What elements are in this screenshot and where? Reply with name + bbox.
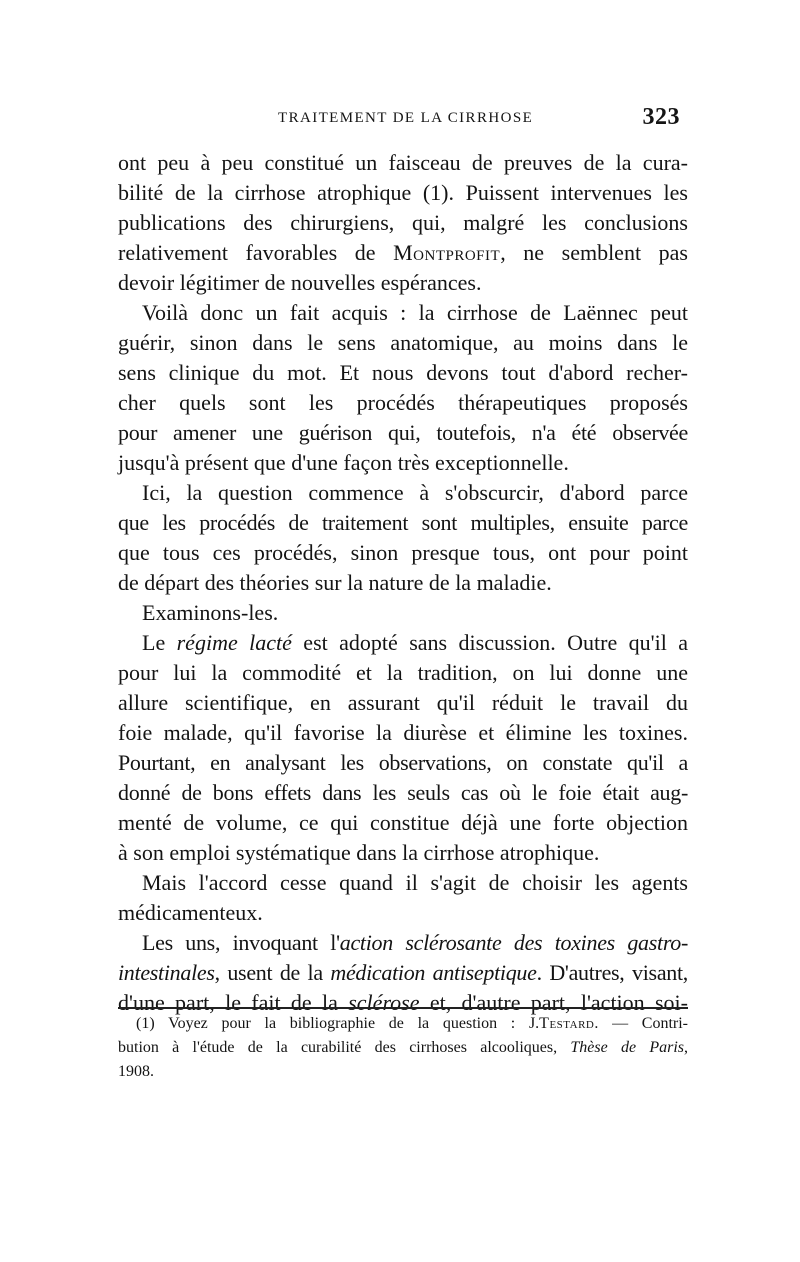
running-head [120,104,680,134]
text-line: bilité de la cirrhose atrophique (1). Puissent intervenues les [118,180,688,205]
text-line: à son emploi systématique dans la cirrhose atrophique. [118,840,600,865]
text-line: de départ des théories sur la nature de la maladie. [118,570,552,595]
footnote [118,1012,688,1084]
text-line: guérir, sinon dans le sens anatomique, au moins dans le [118,330,688,355]
text-line: médicamenteux. [118,900,263,925]
emphasis-text: régime lacté [176,630,292,655]
text-run: . D'autres, visant, [536,960,688,985]
text-line: Mais l'accord cesse quand il s'agit de choisir les agents [142,870,688,895]
text-line: allure scientifique, en assurant qu'il réduit le travail du [118,690,688,715]
page-number: 323 [642,104,680,130]
footnote-rule [118,1007,688,1009]
text-run: , [684,1039,689,1056]
text-line: Ici, la question commence à s'obscurcir, d'abord parce [142,480,688,505]
text-run: d'une part, le fait de la [118,990,349,1015]
text-run: est adopté sans discussion. Outre qu'il a [291,630,688,655]
footnote-line [118,1012,688,1036]
text-run: (1) Voyez pour la bibliographie de la question : J. [136,1015,540,1032]
text-run: bution à l'étude de la curabilité des cirrhoses alcooliques, [118,1039,571,1056]
emphasis-text: sclérose [348,990,420,1015]
text-line: foie malade, qu'il favorise la diurèse et élimine les toxines. [118,720,688,745]
text-line [118,628,688,658]
emphasis-text: médication antiseptique [330,960,537,985]
text-line: jusqu'à présent que d'une façon très exceptionnelle. [118,450,569,475]
text-line: Voilà donc un fait acquis : la cirrhose de Laënnec peut [142,300,688,325]
text-line [118,928,688,958]
text-line: ont peu à peu constitué un faisceau de preuves de la cura- [118,150,688,175]
text-run: , ne semblent pas [500,240,688,265]
text-line: publications des chirurgiens, qui, malgré les conclusions [118,210,688,235]
running-title: TRAITEMENT DE LA CIRRHOSE [278,110,534,126]
text-line: pour lui la commodité et la tradition, on lui donne une [118,660,688,685]
text-line: menté de volume, ce qui constitue déjà une forte objection [118,810,688,835]
emphasis-text: action sclérosante des toxines gastro- [339,930,688,955]
text-line: donné de bons effets dans les seuls cas où le foie était aug- [118,780,688,805]
body-text [118,148,688,1018]
text-run: Le [142,630,177,655]
text-line: que tous ces procédés, sinon presque tous, ont pour point [118,540,688,565]
text-run: Les uns, invoquant l' [142,930,340,955]
footnote-line [118,1036,688,1060]
text-line: sens clinique du mot. Et nous devons tout d'abord recher- [118,360,688,385]
text-line: que les procédés de traitement sont multiples, ensuite parce [118,510,688,535]
text-line: pour amener une guérison qui, toutefois, n'a été observée [118,420,688,445]
author-name: Testard [539,1015,595,1032]
emphasis-text: intestinales [118,960,215,985]
text-run: et, d'autre part, l'action soi- [419,990,688,1015]
text-run: , usent de la [214,960,331,985]
footnote-line: 1908. [118,1063,154,1080]
text-run: . — Contri- [594,1015,688,1032]
text-run: relativement favorables de [118,240,394,265]
text-line: devoir légitimer de nouvelles espérances. [118,270,482,295]
text-line: Pourtant, en analysant les observations, on constate qu'il a [118,750,688,775]
text-line: cher quels sont les procédés thérapeutiques proposés [118,390,688,415]
text-line: Examinons-les. [142,600,279,625]
author-name: Montprofit [393,240,501,265]
text-line [118,958,688,988]
text-line [118,238,688,268]
emphasis-text: Thèse de Paris [570,1039,685,1056]
